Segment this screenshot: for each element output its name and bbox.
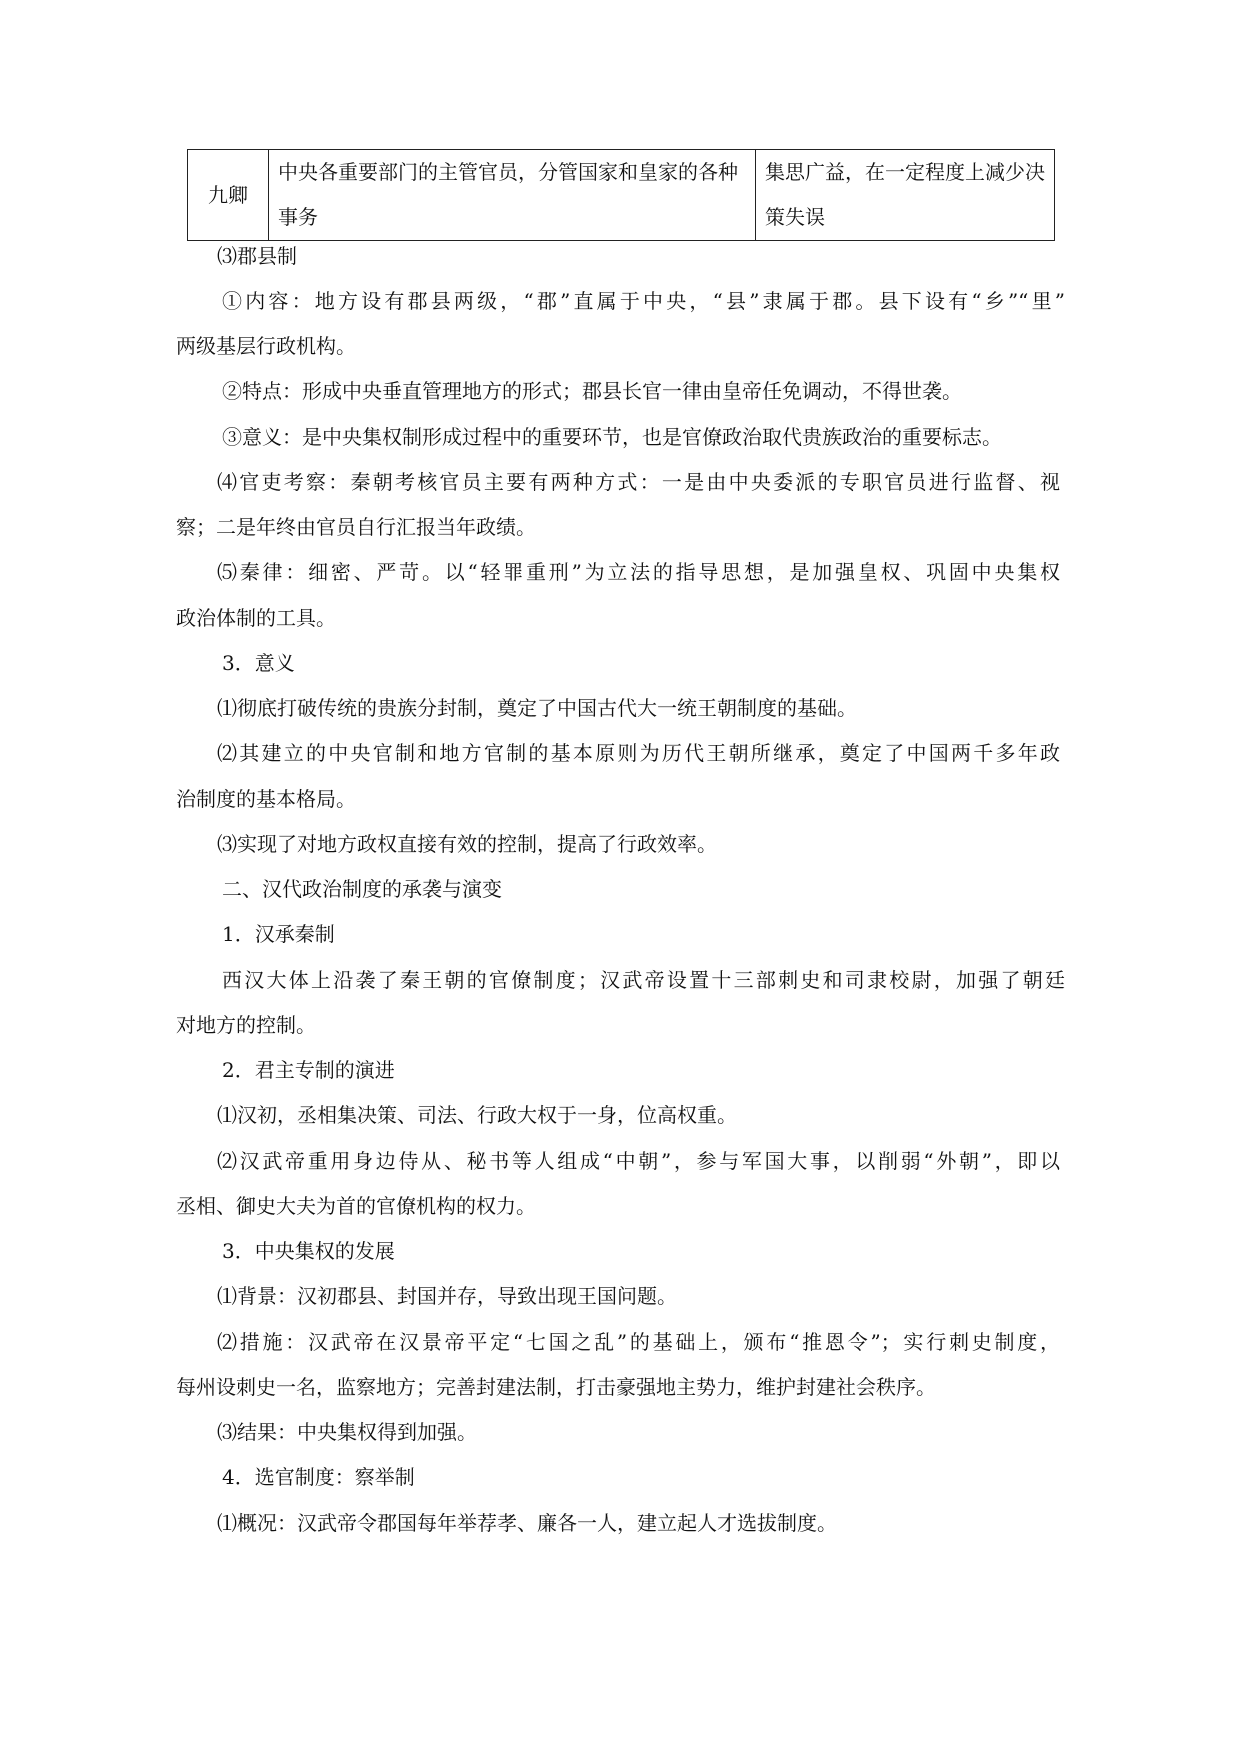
text-line: 丞相、御史大夫为首的官僚机构的权力。	[176, 1194, 536, 1218]
text-line: ⑴概况：汉武帝令郡国每年举荐孝、廉各一人，建立起人才选拔制度。	[217, 1511, 837, 1535]
text-line: ⑴彻底打破传统的贵族分封制，奠定了中国古代大一统王朝制度的基础。	[217, 696, 857, 720]
section-heading: 1．汉承秦制	[222, 922, 335, 946]
text-line: ⑶实现了对地方政权直接有效的控制，提高了行政效率。	[217, 832, 717, 856]
text-line: 治制度的基本格局。	[176, 787, 356, 811]
table-cell-name: 九卿	[188, 150, 269, 241]
officials-table	[187, 149, 1055, 241]
text-line: 西汉大体上沿袭了秦王朝的官僚制度；汉武帝设置十三部刺史和司隶校尉，加强了朝廷	[222, 968, 1065, 992]
text-line: ⑵措施：汉武帝在汉景帝平定“七国之乱”的基础上，颁布“推恩令”；实行刺史制度，	[217, 1330, 1060, 1354]
text-line: ②特点：形成中央垂直管理地方的形式；郡县长官一律由皇帝任免调动，不得世袭。	[222, 379, 962, 403]
section-heading: 3．中央集权的发展	[222, 1239, 395, 1263]
text-line: ⑵其建立的中央官制和地方官制的基本原则为历代王朝所继承，奠定了中国两千多年政	[217, 741, 1060, 765]
text-line: 察；二是年终由官员自行汇报当年政绩。	[176, 515, 536, 539]
heading-commandery-system: ⑶郡县制	[217, 244, 297, 268]
text-line: 对地方的控制。	[176, 1013, 316, 1037]
table-cell-duty: 中央各重要部门的主管官员，分管国家和皇家的各种事务	[269, 150, 756, 241]
text-line: ⑶结果：中央集权得到加强。	[217, 1420, 477, 1444]
section-heading: 2．君主专制的演进	[222, 1058, 395, 1082]
text-line: ⑴背景：汉初郡县、封国并存，导致出现王国问题。	[217, 1284, 677, 1308]
text-line: ①内容：地方设有郡县两级，“郡”直属于中央，“县”隶属于郡。县下设有“乡”“里”	[222, 289, 1065, 313]
section-heading: 4．选官制度：察举制	[222, 1465, 415, 1489]
table-row	[188, 150, 1055, 241]
chapter-heading: 二、汉代政治制度的承袭与演变	[222, 877, 502, 901]
text-line: ③意义：是中央集权制形成过程中的重要环节，也是官僚政治取代贵族政治的重要标志。	[222, 425, 1002, 449]
text-line: ⑷官吏考察：秦朝考核官员主要有两种方式：一是由中央委派的专职官员进行监督、视	[217, 470, 1060, 494]
text-line: 每州设刺史一名，监察地方；完善封建法制，打击豪强地主势力，维护封建社会秩序。	[176, 1375, 936, 1399]
text-line: ⑸秦律：细密、严苛。以“轻罪重刑”为立法的指导思想，是加强皇权、巩固中央集权	[217, 560, 1060, 584]
text-line: 两级基层行政机构。	[176, 334, 356, 358]
table-cell-effect: 集思广益，在一定程度上减少决策失误	[756, 150, 1055, 241]
section-heading: 3．意义	[222, 651, 295, 675]
text-line: ⑴汉初，丞相集决策、司法、行政大权于一身，位高权重。	[217, 1103, 737, 1127]
text-line: ⑵汉武帝重用身边侍从、秘书等人组成“中朝”，参与军国大事，以削弱“外朝”，即以	[217, 1149, 1060, 1173]
text-line: 政治体制的工具。	[176, 606, 336, 630]
